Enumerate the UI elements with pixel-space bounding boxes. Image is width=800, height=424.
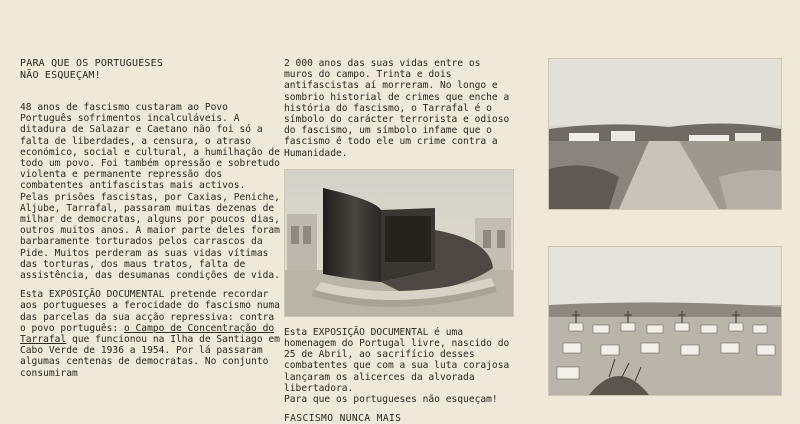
exhibition-text-a: Esta EXPOSIÇÃO DOCUMENTAL pretende recordar aos portugueses a ferocidade do fascismo numa das parcelas da sua acção repressiva: contra o povo português:: [20, 289, 280, 334]
paragraph-exhibition: [20, 289, 282, 379]
middle-text-column: [284, 58, 512, 424]
heading-line-1: PARA QUE OS PORTUGUESES: [20, 58, 164, 69]
cemetery-image: [549, 247, 781, 395]
paragraph-continuation: 2 000 anos das suas vidas entre os muros do campo. Trinta e dois antifascistas aí morreram. No longo e sombrio historial de crimes que enche a história do fascismo, o Tarrafal é o símbolo do carácter terrorista e odioso do fascismo, um símbolo infame que o fascismo é todo ele um crime contra a Humanidade.: [284, 58, 510, 159]
paragraph-intro: 48 anos de fascismo custaram ao Povo Português sofrimentos incalculáveis. A ditadura de Salazar e Caetano não foi só a falta de liberdades, a censura, o atraso económico, social e cultural, a humilhação de todo um povo. Foi também opressão e sobretudo violenta e permanente repressão dos combatentes antifascistas mais activos.: [20, 102, 280, 192]
left-text-column: [20, 58, 282, 379]
monument-photo: [284, 169, 514, 317]
right-photo-column: [548, 58, 780, 396]
paragraph-remember: Para que os portugueses não esqueçam!: [284, 394, 498, 406]
exhibition-text-b: que funcionou na Ilha de Santiago em Cabo Verde de 1936 a 1954. Por lá passaram algumas centenas de democratas. No conjunto consumiram: [20, 334, 280, 379]
paragraph-prisons: Pelas prisões fascistas, por Caxias, Peniche, Aljube, Tarrafal, passaram muitas dezenas de milhar de democratas, alguns por poucos dias, outros muitos anos. A maior parte deles foram barbaramente torturados pelos carrascos da Pide. Muitos perderam as suas vidas vítimas das torturas, dos maus tratos, falta de assistência, das desumanas condições de vida.: [20, 191, 280, 282]
paragraph-homage: Esta EXPOSIÇÃO DOCUMENTAL é uma homenagem do Portugal livre, nascido do 25 de Abril, ao sacrifício desses combatentes que com a sua luta corajosa lançaram os alicerces da alvorada libertadora.: [284, 326, 510, 394]
camp-landscape-photo: [548, 58, 782, 210]
cemetery-photo: [548, 246, 782, 396]
document-heading: [20, 58, 282, 82]
camp-landscape-image: [549, 59, 781, 209]
closing-slogan: FASCISMO NUNCA MAIS: [284, 413, 402, 424]
monument-image: [285, 170, 513, 316]
heading-line-2: NÃO ESQUEÇAM!: [20, 70, 101, 81]
tarrafal-camp-underlined: o Campo de Concentração do Tarrafal: [20, 322, 275, 346]
